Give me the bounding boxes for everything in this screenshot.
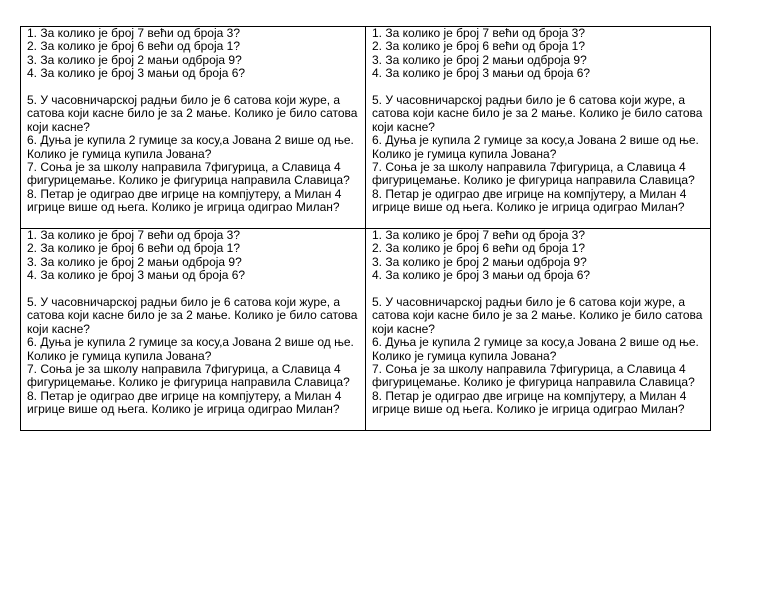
question-4: 4. За колико је број 3 мањи од броја 6?	[27, 66, 246, 81]
question-8: 8. Петар је одиграо две игрице на компјутеру, а Милан 4 игрице више од њега. Колико је игрица одиграо Милан?	[27, 186, 342, 215]
question-2: 2. За колико је број 6 већи од броја 1?	[27, 241, 241, 256]
cell-content	[366, 229, 710, 417]
worksheet-cell-top-right	[366, 27, 711, 229]
question-5: 5. У часовничарској радњи било је 6 сатова који журе, а сатова који касне било је за 2 мање. Колико је било сатова који касне?	[372, 295, 703, 336]
question-1: 1. За колико је број 7 већи од броја 3?	[27, 26, 241, 40]
question-8: 8. Петар је одиграо две игрице на компјутеру, а Милан 4 игрице више од њега. Колико је игрица одиграо Милан?	[372, 186, 687, 215]
cell-content	[21, 27, 365, 215]
worksheet-cell-bottom-left	[21, 229, 366, 431]
question-8: 8. Петар је одиграо две игрице на компјутеру, а Милан 4 игрице више од њега. Колико је игрица одиграо Милан?	[372, 388, 687, 417]
spacer	[27, 81, 361, 94]
question-4: 4. За колико је број 3 мањи од броја 6?	[27, 268, 246, 283]
question-6: 6. Дуња је купила 2 гумице за косу,а Јована 2 више од ње. Колико је гумица купила Јована?	[27, 133, 354, 161]
question-4: 4. За колико је број 3 мањи од броја 6?	[372, 268, 591, 283]
question-1: 1. За колико је број 7 већи од броја 3?	[372, 26, 586, 40]
question-5: 5. У часовничарској радњи било је 6 сатова који журе, а сатова који касне било је за 2 мање. Колико је било сатова који касне?	[372, 93, 703, 134]
question-1: 1. За колико је број 7 већи од броја 3?	[27, 228, 241, 242]
question-7: 7. Соња је за школу направила 7фигурица, а Славица 4 фигурицемање. Колико је фигурица направила Славица?	[372, 160, 695, 188]
question-6: 6. Дуња је купила 2 гумице за косу,а Јована 2 више од ње. Колико је гумица купила Јована?	[372, 335, 699, 363]
table-row	[21, 27, 711, 229]
question-1: 1. За колико је број 7 већи од броја 3?	[372, 228, 586, 242]
question-7: 7. Соња је за школу направила 7фигурица, а Славица 4 фигурицемање. Колико је фигурица направила Славица?	[27, 362, 350, 390]
question-3: 3. За колико је број 2 мањи одброја 9?	[27, 254, 242, 269]
cell-content	[21, 229, 365, 417]
spacer	[27, 283, 361, 296]
cell-content	[366, 27, 710, 215]
question-5: 5. У часовничарској радњи било је 6 сатова који журе, а сатова који касне било је за 2 мање. Колико је било сатова који касне?	[27, 93, 358, 134]
question-2: 2. За колико је број 6 већи од броја 1?	[372, 241, 586, 256]
worksheet-cell-top-left	[21, 27, 366, 229]
question-7: 7. Соња је за школу направила 7фигурица, а Славица 4 фигурицемање. Колико је фигурица направила Славица?	[27, 160, 350, 188]
question-3: 3. За колико је број 2 мањи одброја 9?	[27, 52, 242, 67]
question-2: 2. За колико је број 6 већи од броја 1?	[372, 39, 586, 54]
question-7: 7. Соња је за школу направила 7фигурица, а Славица 4 фигурицемање. Колико је фигурица направила Славица?	[372, 362, 695, 390]
question-5: 5. У часовничарској радњи било је 6 сатова који журе, а сатова који касне било је за 2 мање. Колико је било сатова који касне?	[27, 295, 358, 336]
question-6: 6. Дуња је купила 2 гумице за косу,а Јована 2 више од ње. Колико је гумица купила Јована?	[372, 133, 699, 161]
worksheet-table	[20, 26, 711, 431]
question-4: 4. За колико је број 3 мањи од броја 6?	[372, 66, 591, 81]
question-2: 2. За колико је број 6 већи од броја 1?	[27, 39, 241, 54]
spacer	[372, 81, 706, 94]
worksheet-cell-bottom-right	[366, 229, 711, 431]
question-3: 3. За колико је број 2 мањи одброја 9?	[372, 254, 587, 269]
table-row	[21, 229, 711, 431]
spacer	[372, 283, 706, 296]
question-6: 6. Дуња је купила 2 гумице за косу,а Јована 2 више од ње. Колико је гумица купила Јована?	[27, 335, 354, 363]
question-8: 8. Петар је одиграо две игрице на компјутеру, а Милан 4 игрице више од њега. Колико је игрица одиграо Милан?	[27, 388, 342, 417]
question-3: 3. За колико је број 2 мањи одброја 9?	[372, 52, 587, 67]
